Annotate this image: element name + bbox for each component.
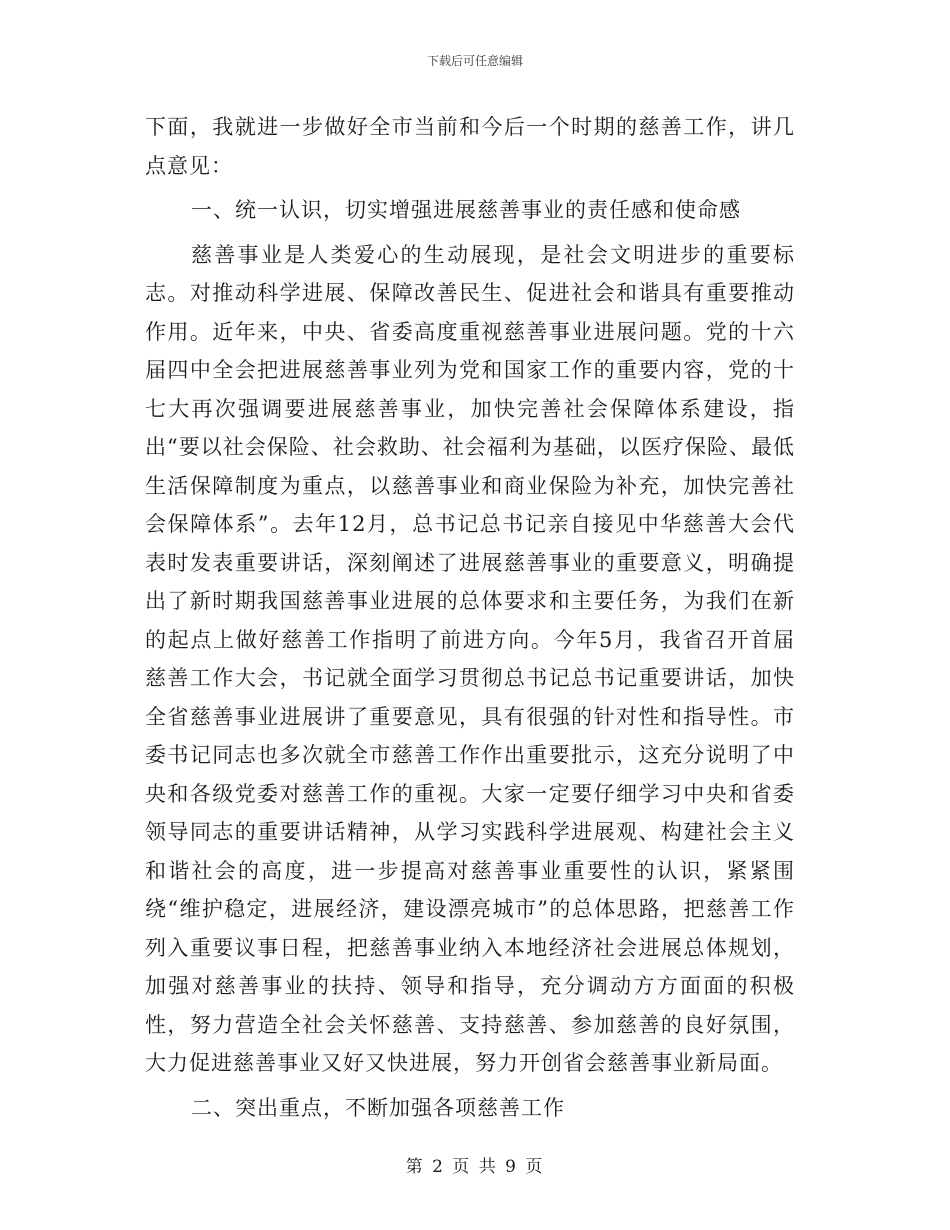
section-heading-2: 二、突出重点，不断加强各项慈善工作 [191, 1095, 565, 1120]
document-body [145, 108, 795, 1127]
section-heading-1: 一、统一认识，切实增强进展慈善事业的责任感和使命感 [191, 198, 741, 222]
page-number-footer: 第 2 页 共 9 页 [405, 1157, 545, 1177]
intro-paragraph: 下面，我就进一步做好全市当前和今后一个时期的慈善工作，讲几点意见： [145, 115, 795, 178]
header-note: 下载后可任意编辑 [426, 54, 523, 68]
section-1-body: 慈善事业是人类爱心的生动展现，是社会文明进步的重要标志。对推动科学进展、保障改善民生、促进社会和谐具有重要推动作用。近年来，中央、省委高度重视慈善事业进展问题。党的十六届四中全会把进展慈善事业列为党和国家工作的重要内容，党的十七大再次强调要进展慈善事业，加快完善社会保障体系建设，指出“要以社会保险、社会救助、社会福利为基础，以医疗保险、最低生活保障制度为重点，以慈善事业和商业保险为补充，加快完善社会保障体系”。去年12月，总书记总书记亲自接见中华慈善大会代表时发表重要讲话，深刻阐述了进展慈善事业的重要意义，明确提出了新时期我国慈善事业进展的总体要求和主要任务，为我们在新的起点上做好慈善工作指明了前进方向。今年5月，我省召开首届慈善工作大会，书记就全面学习贯彻总书记总书记重要讲话，加快全省慈善事业进展讲了重要意见，具有很强的针对性和指导性。市委书记同志也多次就全市慈善工作作出重要批示，这充分说明了中央和各级党委对慈善工作的重视。大家一定要仔细学习中央和省委领导同志的重要讲话精神，从学习实践科学进展观、构建社会主义和谐社会的高度，进一步提高对慈善事业重要性的认识，紧紧围绕“维护稳定，进展经济，建设漂亮城市”的总体思路，把慈善工作列入重要议事日程，把慈善事业纳入本地经济社会进展总体规划，加强对慈善事业的扶持、领导和指导，充分调动方方面面的积极性，努力营造全社会关怀慈善、支持慈善、参加慈善的良好氛围，大力促进慈善事业又好又快进展，努力开创省会慈善事业新局面。 [145, 242, 795, 1075]
